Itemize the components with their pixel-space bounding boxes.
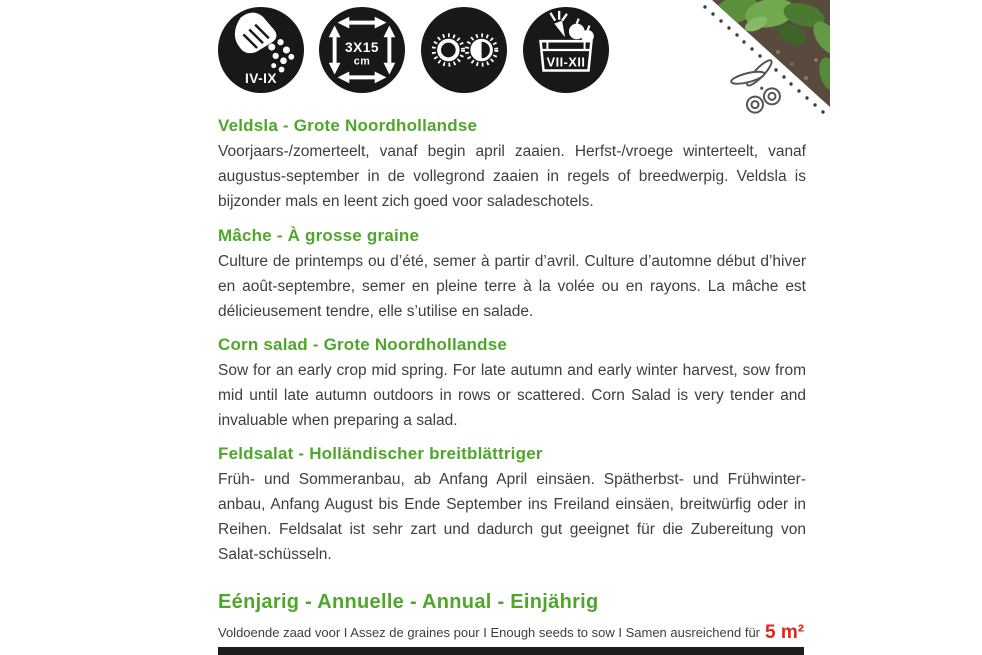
section-heading-dutch: Veldsla - Grote Noordhollandse xyxy=(218,116,478,135)
harvest-period-label: VII-XII xyxy=(546,54,586,70)
lifecycle-annual-line: Eénjarig - Annuelle - Annual - Einjährig xyxy=(218,591,599,613)
sowing-period-icon xyxy=(217,6,305,94)
seeds-coverage-line xyxy=(218,622,838,644)
sowing-hand-icon xyxy=(217,6,305,94)
sowing-period-label: IV-IX xyxy=(244,71,278,87)
harvest-crate-icon xyxy=(522,6,610,94)
plant-spacing-icon xyxy=(318,6,406,94)
harvest-period-icon xyxy=(522,6,610,94)
section-body-french: Culture de printemps ou d’été, semer à partir d’avril. Culture d’automne début d’hiver en août-septembre, semer en pleine terre à la volée ou en rayons. La mâche est délicieusement tendre, elle s’utilise en salade. xyxy=(218,253,806,320)
plant-photo xyxy=(700,0,840,130)
barcode-bar-top-edge xyxy=(218,647,804,655)
seeds-area-value: 5 m² xyxy=(765,622,805,643)
section-body-dutch: Voorjaars-/zomerteelt, vanaf begin april zaaien. Herfst-/vroege winterteelt, vanaf augustus-september in de vollegrond zaaien in regels of breedwerpig. Veldsla is bijzonder mals en leent zich goed voor saladeschotels. xyxy=(218,143,806,210)
section-english xyxy=(218,335,806,433)
section-german xyxy=(218,444,806,567)
spacing-arrows-icon xyxy=(318,6,406,94)
sun-exposure-icon xyxy=(420,6,508,94)
section-body-german: Früh- und Sommeranbau, ab Anfang April einsäen. Spätherbst- und Frühwinter-anbau, Anfang August bis Ende September ins Freiland einsäen, breitwürfig oder in Reihen. Feldsalat ist sehr zart und dadurch gut geeignet für die Zubereitung von Salat-schüsseln. xyxy=(218,471,806,563)
section-heading-english: Corn salad - Grote Noordhollandse xyxy=(218,335,508,354)
spacing-value-label: 3X15 xyxy=(345,39,379,55)
section-french xyxy=(218,226,806,324)
seeds-coverage-text: Voldoende zaad voor I Assez de graines pour I Enough seeds to sow I Samen ausreichend für xyxy=(218,625,761,640)
plant-photo-corner xyxy=(700,0,840,130)
scissors-icon xyxy=(727,54,784,115)
section-dutch xyxy=(218,116,806,214)
section-body-english: Sow for an early crop mid spring. For late autumn and early winter harvest, sow from mid until late autumn outdoors in rows or scattered. Corn Salad is very tender and invaluable when preparing a salad. xyxy=(218,362,806,429)
section-heading-german: Feldsalat - Holländischer breitblättriger xyxy=(218,444,543,463)
sun-halfsun-icon xyxy=(420,6,508,94)
section-heading-french: Mâche - À grosse graine xyxy=(218,226,420,245)
spacing-unit-label: cm xyxy=(353,55,371,68)
